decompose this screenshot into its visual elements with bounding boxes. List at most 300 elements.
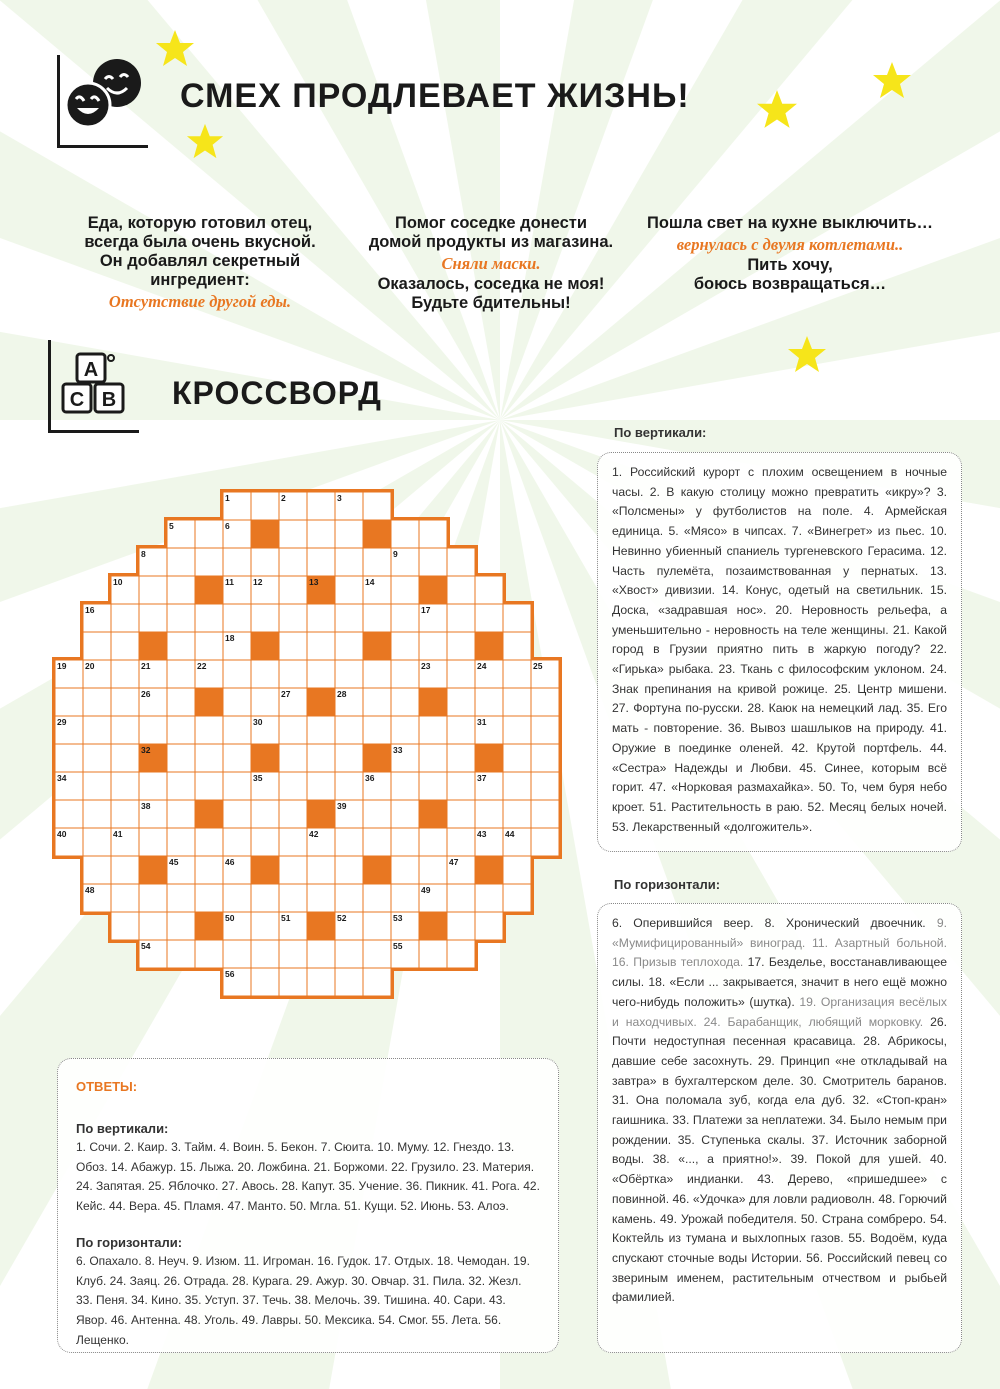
crossword-cell[interactable] <box>195 940 223 968</box>
crossword-cell[interactable] <box>391 772 419 800</box>
clue-number: 41 <box>113 829 123 839</box>
crossword-cell[interactable] <box>307 968 335 996</box>
crossword-cell[interactable] <box>83 856 111 884</box>
crossword-cell[interactable] <box>447 772 475 800</box>
joke-punchline: Сняли маски. <box>441 254 541 273</box>
crossword-cell[interactable] <box>531 772 559 800</box>
clue-number: 51 <box>281 913 291 923</box>
star-icon <box>787 334 827 374</box>
clue-number: 17 <box>421 605 431 615</box>
crossword-cell[interactable] <box>251 800 279 828</box>
crossword-cell[interactable] <box>335 744 363 772</box>
crossword-block <box>195 688 223 716</box>
crossword-cell[interactable] <box>111 660 139 688</box>
clue-number: 3 <box>337 493 342 503</box>
crossword-cell[interactable] <box>223 800 251 828</box>
clue-number: 16 <box>85 605 95 615</box>
answers-across-text: 6. Опахало. 8. Неуч. 9. Изюм. 11. Игроман. 16. Гудок. 17. Отдых. 18. Чемодан. 19. Клуб. 24. Заяц. 26. Отрада. 28. Курага. 29. Ажур. 30. Овчар. 31. Пила. 32. Жезл. 33. Пеня. 34. Кино. 35. Уступ. 37. Течь. 38. Мелочь. 39. Тишина. 40. Сари. 43. Явор. 46. Антенна. 48. Уголь. 49. Лавры. 50. Мексика. 54. Смог. 55. Лета. 56. Лещенко. <box>76 1254 530 1347</box>
crossword-cell[interactable] <box>307 520 335 548</box>
crossword-cell[interactable] <box>279 660 307 688</box>
crossword-cell[interactable] <box>167 800 195 828</box>
crossword-cell[interactable] <box>503 772 531 800</box>
crossword-cell[interactable] <box>195 604 223 632</box>
clue-number: 11 <box>225 577 234 587</box>
down-clues-box <box>597 452 962 852</box>
joke-3 <box>640 214 940 294</box>
crossword-cell[interactable] <box>363 548 391 576</box>
star-icon <box>186 122 224 160</box>
crossword-cell[interactable] <box>195 632 223 660</box>
crossword-cell[interactable] <box>503 660 531 688</box>
crossword-cell[interactable] <box>419 716 447 744</box>
crossword-cell[interactable] <box>251 604 279 632</box>
crossword-cell[interactable] <box>475 576 503 604</box>
crossword-cell[interactable] <box>223 548 251 576</box>
down-clues-title: По вертикали: <box>614 425 707 440</box>
crossword-block <box>363 632 391 660</box>
clue-number: 9 <box>393 549 398 559</box>
laughing-faces-icon <box>57 55 148 148</box>
across-clues-box <box>597 903 962 1353</box>
clue-number: 27 <box>281 689 291 699</box>
answers-across-title: По горизонтали: <box>76 1234 183 1250</box>
crossword-cell[interactable] <box>83 632 111 660</box>
crossword-title: КРОССВОРД <box>172 375 382 411</box>
crossword-cell[interactable] <box>279 940 307 968</box>
answers-down-text: 1. Сочи. 2. Каир. 3. Тайм. 4. Воин. 5. Бекон. 7. Сюита. 10. Муму. 12. Гнездо. 13. Обоз. 14. Абажур. 15. Лыжа. 20. Ложбина. 21. Боржоми. 22. Грузило. 23. Материя. 24. Запятая. 25. Яблочко. 27. Авось. 28. Капут. 35. Учение. 36. Пикник. 41. Рога. 42. Кейс. 44. Вера. 45. Пламя. 47. Манто. 50. Мгла. 51. Кущи. 52. Июнь. 53. Алоэ. <box>76 1140 540 1213</box>
crossword-cell[interactable] <box>307 856 335 884</box>
crossword-cell[interactable] <box>363 800 391 828</box>
crossword-cell[interactable] <box>251 940 279 968</box>
crossword-cell[interactable] <box>335 548 363 576</box>
block-letter: А <box>83 359 99 381</box>
crossword-cell[interactable] <box>167 716 195 744</box>
crossword-cell[interactable] <box>419 828 447 856</box>
joke-text: боюсь возвращаться… <box>693 275 887 293</box>
crossword-cell[interactable] <box>195 744 223 772</box>
crossword-cell[interactable] <box>251 548 279 576</box>
crossword-cell[interactable] <box>167 912 195 940</box>
crossword-cell[interactable] <box>335 632 363 660</box>
crossword-cell[interactable] <box>111 604 139 632</box>
clue-number: 6 <box>225 521 230 531</box>
crossword-cell[interactable] <box>251 912 279 940</box>
crossword-cell[interactable] <box>419 548 447 576</box>
crossword-cell[interactable] <box>111 884 139 912</box>
crossword-cell[interactable] <box>167 604 195 632</box>
crossword-cell[interactable] <box>335 772 363 800</box>
crossword-cell[interactable] <box>363 660 391 688</box>
crossword-cell[interactable] <box>419 632 447 660</box>
crossword-cell[interactable] <box>167 660 195 688</box>
crossword-cell[interactable] <box>279 828 307 856</box>
crossword-cell[interactable] <box>447 604 475 632</box>
crossword-cell[interactable] <box>363 492 391 520</box>
crossword-cell[interactable] <box>279 604 307 632</box>
crossword-cell[interactable] <box>363 828 391 856</box>
clue-number: 8 <box>141 549 146 559</box>
crossword-cell[interactable] <box>195 772 223 800</box>
across-clues-text: 6. Оперившийся веер. 8. Хронический двоечник. <box>612 916 926 930</box>
crossword-cell[interactable] <box>335 604 363 632</box>
crossword-cell[interactable] <box>503 744 531 772</box>
crossword-cell[interactable] <box>419 744 447 772</box>
crossword-cell[interactable] <box>279 744 307 772</box>
crossword-cell[interactable] <box>447 744 475 772</box>
crossword-cell[interactable] <box>111 632 139 660</box>
crossword-cell[interactable] <box>307 632 335 660</box>
joke-2 <box>350 214 632 313</box>
clue-number: 36 <box>365 773 375 783</box>
crossword-cell[interactable] <box>391 576 419 604</box>
crossword-cell[interactable] <box>307 604 335 632</box>
crossword-cell[interactable] <box>251 884 279 912</box>
crossword-cell[interactable] <box>503 800 531 828</box>
crossword-cell[interactable] <box>83 772 111 800</box>
clue-number: 14 <box>365 577 375 587</box>
answers-down-title: По вертикали: <box>76 1120 169 1136</box>
crossword-cell[interactable] <box>447 688 475 716</box>
crossword-cell[interactable] <box>83 828 111 856</box>
crossword-cell[interactable] <box>419 940 447 968</box>
crossword-cell[interactable] <box>279 772 307 800</box>
star-icon <box>155 28 195 68</box>
crossword-cell[interactable] <box>167 688 195 716</box>
crossword-cell[interactable] <box>167 744 195 772</box>
crossword-block <box>475 632 503 660</box>
clue-number: 44 <box>505 829 515 839</box>
crossword-cell[interactable] <box>111 800 139 828</box>
star-icon <box>872 60 912 100</box>
crossword-block <box>419 912 447 940</box>
crossword-cell[interactable] <box>391 800 419 828</box>
crossword-block <box>419 800 447 828</box>
crossword-cell[interactable] <box>167 576 195 604</box>
crossword-block <box>251 520 279 548</box>
crossword-cell[interactable] <box>307 772 335 800</box>
crossword-block <box>419 576 447 604</box>
crossword-cell[interactable] <box>55 800 83 828</box>
clue-number: 34 <box>57 773 67 783</box>
crossword-cell[interactable] <box>55 744 83 772</box>
crossword-block <box>195 576 223 604</box>
answers-box <box>57 1058 559 1353</box>
joke-text: домой продукты из магазина. <box>368 233 614 251</box>
clue-number: 49 <box>421 885 431 895</box>
abc-blocks-icon <box>48 340 139 433</box>
joke-punchline: Отсутствие другой еды. <box>108 292 292 311</box>
crossword-cell[interactable] <box>531 744 559 772</box>
crossword-cell[interactable] <box>531 688 559 716</box>
crossword-cell[interactable] <box>167 548 195 576</box>
clue-number: 52 <box>337 913 347 923</box>
clue-number: 32 <box>141 745 151 755</box>
crossword-cell[interactable] <box>195 716 223 744</box>
crossword-cell[interactable] <box>391 884 419 912</box>
page-title: СМЕХ ПРОДЛЕВАЕТ ЖИЗНЬ! <box>180 77 690 115</box>
crossword-cell[interactable] <box>503 716 531 744</box>
crossword-cell[interactable] <box>139 716 167 744</box>
clue-number: 20 <box>85 661 95 671</box>
crossword-cell[interactable] <box>475 912 503 940</box>
crossword-cell[interactable] <box>223 940 251 968</box>
clue-number: 40 <box>57 829 67 839</box>
crossword-cell[interactable] <box>419 520 447 548</box>
clue-number: 23 <box>421 661 431 671</box>
crossword-cell[interactable] <box>83 716 111 744</box>
crossword-cell[interactable] <box>195 856 223 884</box>
clue-number: 18 <box>225 633 235 643</box>
crossword-cell[interactable] <box>139 828 167 856</box>
clue-number: 54 <box>141 941 151 951</box>
crossword-cell[interactable] <box>111 716 139 744</box>
crossword-cell[interactable] <box>307 716 335 744</box>
crossword-cell[interactable] <box>223 772 251 800</box>
joke-text: Пошла свет на кухне выключить… <box>646 214 933 232</box>
crossword-block <box>363 520 391 548</box>
crossword-cell[interactable] <box>139 604 167 632</box>
crossword-cell[interactable] <box>307 744 335 772</box>
crossword-cell[interactable] <box>335 520 363 548</box>
crossword-cell[interactable] <box>167 940 195 968</box>
clue-number: 13 <box>309 577 319 587</box>
crossword-cell[interactable] <box>503 632 531 660</box>
clue-number: 47 <box>449 857 459 867</box>
across-clues-text: 26. Почти недоступная песенная красавица. 28. Абрикосы, давшие себе засохнуть. 29. Принцип «не откладывай на завтра» в бухгалтерском деле. 30. Смотритель баранов. 31. Она поломала зуб, когда ела дуб. 32. «Стоп-кран» гаишника. 33. Платежи за неплатежи. 34. Было немым при рождении. 35. Ступенька скалы. 37. Источник заборной воды. 38. «..., а приятно!». 39. Покой для ушей. 40. «Обёртка» индианки. 43. Дерево, «пришедшее» с повинной. 46. «Удочка» для ловли радиоволн. 48. Горючий камень. 49. Урожай победителя. 50. Страна сомбреро. 54. Коктейль из тумана и выхлопных газов. 55. Водоём, куда спускают сточные воды Истории. 56. Российский певец со звериным именем, растительным отчеством и рыбьей фамилией. <box>612 1014 948 1305</box>
crossword-block <box>363 856 391 884</box>
clue-number: 43 <box>477 829 487 839</box>
crossword-cell[interactable] <box>475 884 503 912</box>
crossword-cell[interactable] <box>195 828 223 856</box>
crossword-cell[interactable] <box>111 688 139 716</box>
clue-number: 5 <box>169 521 174 531</box>
star-icon <box>756 88 798 130</box>
crossword-cell[interactable] <box>111 744 139 772</box>
crossword-grid <box>37 474 577 1014</box>
across-clues-text: 19. Организация весёлых и находчивых. 24. Барабанщик, любящий морковку. <box>612 994 947 1029</box>
block-letter: В <box>101 389 117 411</box>
crossword-cell[interactable] <box>335 828 363 856</box>
clue-number: 56 <box>225 969 235 979</box>
crossword-cell[interactable] <box>447 576 475 604</box>
clue-number: 22 <box>197 661 207 671</box>
clue-number: 30 <box>253 717 263 727</box>
crossword-cell[interactable] <box>503 884 531 912</box>
crossword-cell[interactable] <box>279 856 307 884</box>
crossword-cell[interactable] <box>531 828 559 856</box>
crossword-cell[interactable] <box>447 828 475 856</box>
crossword-cell[interactable] <box>391 716 419 744</box>
crossword-cell[interactable] <box>391 856 419 884</box>
crossword-cell[interactable] <box>251 828 279 856</box>
crossword-cell[interactable] <box>391 520 419 548</box>
crossword-cell[interactable] <box>111 772 139 800</box>
crossword-cell[interactable] <box>335 856 363 884</box>
clue-number: 28 <box>337 689 347 699</box>
crossword-cell[interactable] <box>167 884 195 912</box>
crossword-cell[interactable] <box>279 800 307 828</box>
joke-text: Еда, которую готовил отец, <box>87 214 313 232</box>
clue-number: 1 <box>225 493 230 503</box>
crossword-cell[interactable] <box>55 688 83 716</box>
clue-number: 55 <box>393 941 403 951</box>
clue-number: 29 <box>57 717 67 727</box>
clue-number: 10 <box>113 577 123 587</box>
crossword-cell[interactable] <box>447 912 475 940</box>
crossword-cell[interactable] <box>363 940 391 968</box>
joke-text: всегда была очень вкусной. <box>84 233 316 251</box>
crossword-cell[interactable] <box>307 548 335 576</box>
clue-number: 31 <box>477 717 487 727</box>
crossword-cell[interactable] <box>419 772 447 800</box>
crossword-block <box>251 856 279 884</box>
crossword-cell[interactable] <box>335 884 363 912</box>
clue-number: 50 <box>225 913 235 923</box>
across-clues-text: 9. «Мумифицированный» виноград. 11. Азартный больной. 16. Призыв теплохода. <box>612 916 947 970</box>
crossword-cell[interactable] <box>447 884 475 912</box>
crossword-cell[interactable] <box>251 492 279 520</box>
crossword-cell[interactable] <box>335 940 363 968</box>
crossword-cell[interactable] <box>363 688 391 716</box>
clue-number: 39 <box>337 801 347 811</box>
crossword-cell[interactable] <box>307 660 335 688</box>
crossword-cell[interactable] <box>251 688 279 716</box>
crossword-block <box>195 800 223 828</box>
crossword-cell[interactable] <box>195 884 223 912</box>
crossword-cell[interactable] <box>447 716 475 744</box>
clue-number: 42 <box>309 829 319 839</box>
crossword-cell[interactable] <box>419 856 447 884</box>
crossword-block <box>363 744 391 772</box>
crossword-cell[interactable] <box>111 912 139 940</box>
crossword-cell[interactable] <box>167 632 195 660</box>
crossword-cell[interactable] <box>139 772 167 800</box>
crossword-cell[interactable] <box>83 688 111 716</box>
crossword-cell[interactable] <box>447 660 475 688</box>
crossword-cell[interactable] <box>363 884 391 912</box>
crossword-cell[interactable] <box>531 716 559 744</box>
crossword-cell[interactable] <box>335 968 363 996</box>
clue-number: 26 <box>141 689 151 699</box>
crossword-cell[interactable] <box>335 576 363 604</box>
crossword-cell[interactable] <box>335 660 363 688</box>
crossword-cell[interactable] <box>307 940 335 968</box>
crossword-cell[interactable] <box>167 772 195 800</box>
crossword-cell[interactable] <box>447 940 475 968</box>
clue-number: 2 <box>281 493 286 503</box>
crossword-cell[interactable] <box>279 716 307 744</box>
crossword-cell[interactable] <box>391 604 419 632</box>
crossword-cell[interactable] <box>391 828 419 856</box>
crossword-cell[interactable] <box>503 856 531 884</box>
crossword-cell[interactable] <box>475 688 503 716</box>
clue-number: 24 <box>477 661 487 671</box>
joke-1 <box>60 214 340 313</box>
crossword-block <box>251 744 279 772</box>
across-clues-title: По горизонтали: <box>614 877 721 892</box>
block-letter: С <box>69 389 85 411</box>
crossword-cell[interactable] <box>363 604 391 632</box>
crossword-cell[interactable] <box>363 968 391 996</box>
crossword-cell[interactable] <box>139 912 167 940</box>
crossword-cell[interactable] <box>111 856 139 884</box>
crossword-block <box>475 856 503 884</box>
crossword-cell[interactable] <box>335 716 363 744</box>
clue-number: 35 <box>253 773 263 783</box>
clue-number: 12 <box>253 577 263 587</box>
crossword-cell[interactable] <box>475 604 503 632</box>
crossword-cell[interactable] <box>363 716 391 744</box>
joke-text: Оказалось, соседка не моя! <box>377 275 605 293</box>
crossword-cell[interactable] <box>223 688 251 716</box>
crossword-cell[interactable] <box>363 912 391 940</box>
crossword-cell[interactable] <box>279 576 307 604</box>
crossword-cell[interactable] <box>279 520 307 548</box>
crossword-cell[interactable] <box>391 660 419 688</box>
crossword-cell[interactable] <box>223 828 251 856</box>
crossword-block <box>307 912 335 940</box>
crossword-block <box>139 856 167 884</box>
crossword-cell[interactable] <box>307 884 335 912</box>
crossword-cell[interactable] <box>223 660 251 688</box>
crossword-cell[interactable] <box>503 604 531 632</box>
crossword-cell[interactable] <box>83 800 111 828</box>
crossword-cell[interactable] <box>195 520 223 548</box>
joke-text: ингредиент: <box>150 271 250 289</box>
clue-number: 48 <box>85 885 95 895</box>
crossword-cell[interactable] <box>279 968 307 996</box>
crossword-block <box>419 688 447 716</box>
crossword-block <box>251 632 279 660</box>
crossword-cell[interactable] <box>531 800 559 828</box>
down-clues-text: 1. Российский курорт с плохим освещением в ночные часы. 2. В какую столицу можно превратить «икру»? 3. «Полсмены» у футболистов на поле. 4. Армейская единица. 5. «Мясо» в чипсах. 7. «Винегрет» из пьес. 10. Невинно убиенный спаниель тургеневского Герасима. 12. Часть пулемёта, позаимствованная у пернатых. 13. «Хвост» дивизии. 14. Конус, одетый на светильник. 15. Доска, «задравшая нос». 20. Неровность рельефа, а уменьшительно - неровность на теле женщины. 21. Какой город в Грузии приятно пить в жаркую погоду? 22. «Гирька» рыбака. 23. Ткань с философским уклоном. 24. Знак препинания на кривой рожице. 25. Центр мишени. 27. Фортуна по-русски. 28. Каюк на немецкий лад. 35. Его мать - повторение. 36. Вывоз шашлыков на природу. 41. Оружие в поединке оленей. 42. Крутой портфель. 44. «Сестра» Надежды и Любви. 45. Синее, которым всё горит. 47. «Норковая размахайка». 50. То, чем буря небо кроет. 51. Растительность в раю. 52. Месяц белых ночей. 53. Лекарственный «долгожитель». <box>612 465 947 834</box>
crossword-cell[interactable] <box>223 604 251 632</box>
crossword-cell[interactable] <box>279 548 307 576</box>
crossword-cell[interactable] <box>223 716 251 744</box>
across-clues-text: 17. Безделье, восстанавливающее силы. 18. «Если ... закрывается, значит в него ещё можно чего-нибудь положить» (шутка). <box>612 955 947 1009</box>
crossword-cell[interactable] <box>195 548 223 576</box>
clue-number: 25 <box>533 661 543 671</box>
crossword-cell[interactable] <box>279 632 307 660</box>
clue-number: 33 <box>393 745 403 755</box>
crossword-cell[interactable] <box>391 688 419 716</box>
crossword-block <box>139 632 167 660</box>
answers-title: ОТВЕТЫ: <box>76 1079 138 1094</box>
crossword-cell[interactable] <box>139 884 167 912</box>
crossword-cell[interactable] <box>447 548 475 576</box>
crossword-cell[interactable] <box>251 968 279 996</box>
clue-number: 21 <box>141 661 151 671</box>
crossword-cell[interactable] <box>447 632 475 660</box>
crossword-cell[interactable] <box>167 828 195 856</box>
crossword-cell[interactable] <box>391 632 419 660</box>
crossword-cell[interactable] <box>223 744 251 772</box>
joke-text: Помог соседке донести <box>394 214 587 232</box>
crossword-cell[interactable] <box>279 884 307 912</box>
clue-number: 53 <box>393 913 403 923</box>
crossword-cell[interactable] <box>83 744 111 772</box>
crossword-cell[interactable] <box>475 800 503 828</box>
crossword-cell[interactable] <box>503 688 531 716</box>
crossword-cell[interactable] <box>447 800 475 828</box>
crossword-block <box>307 688 335 716</box>
joke-text: Будьте бдительны! <box>411 294 571 312</box>
crossword-cell[interactable] <box>251 660 279 688</box>
crossword-cell[interactable] <box>223 884 251 912</box>
crossword-cell[interactable] <box>307 492 335 520</box>
crossword-block <box>307 800 335 828</box>
crossword-cell[interactable] <box>139 576 167 604</box>
